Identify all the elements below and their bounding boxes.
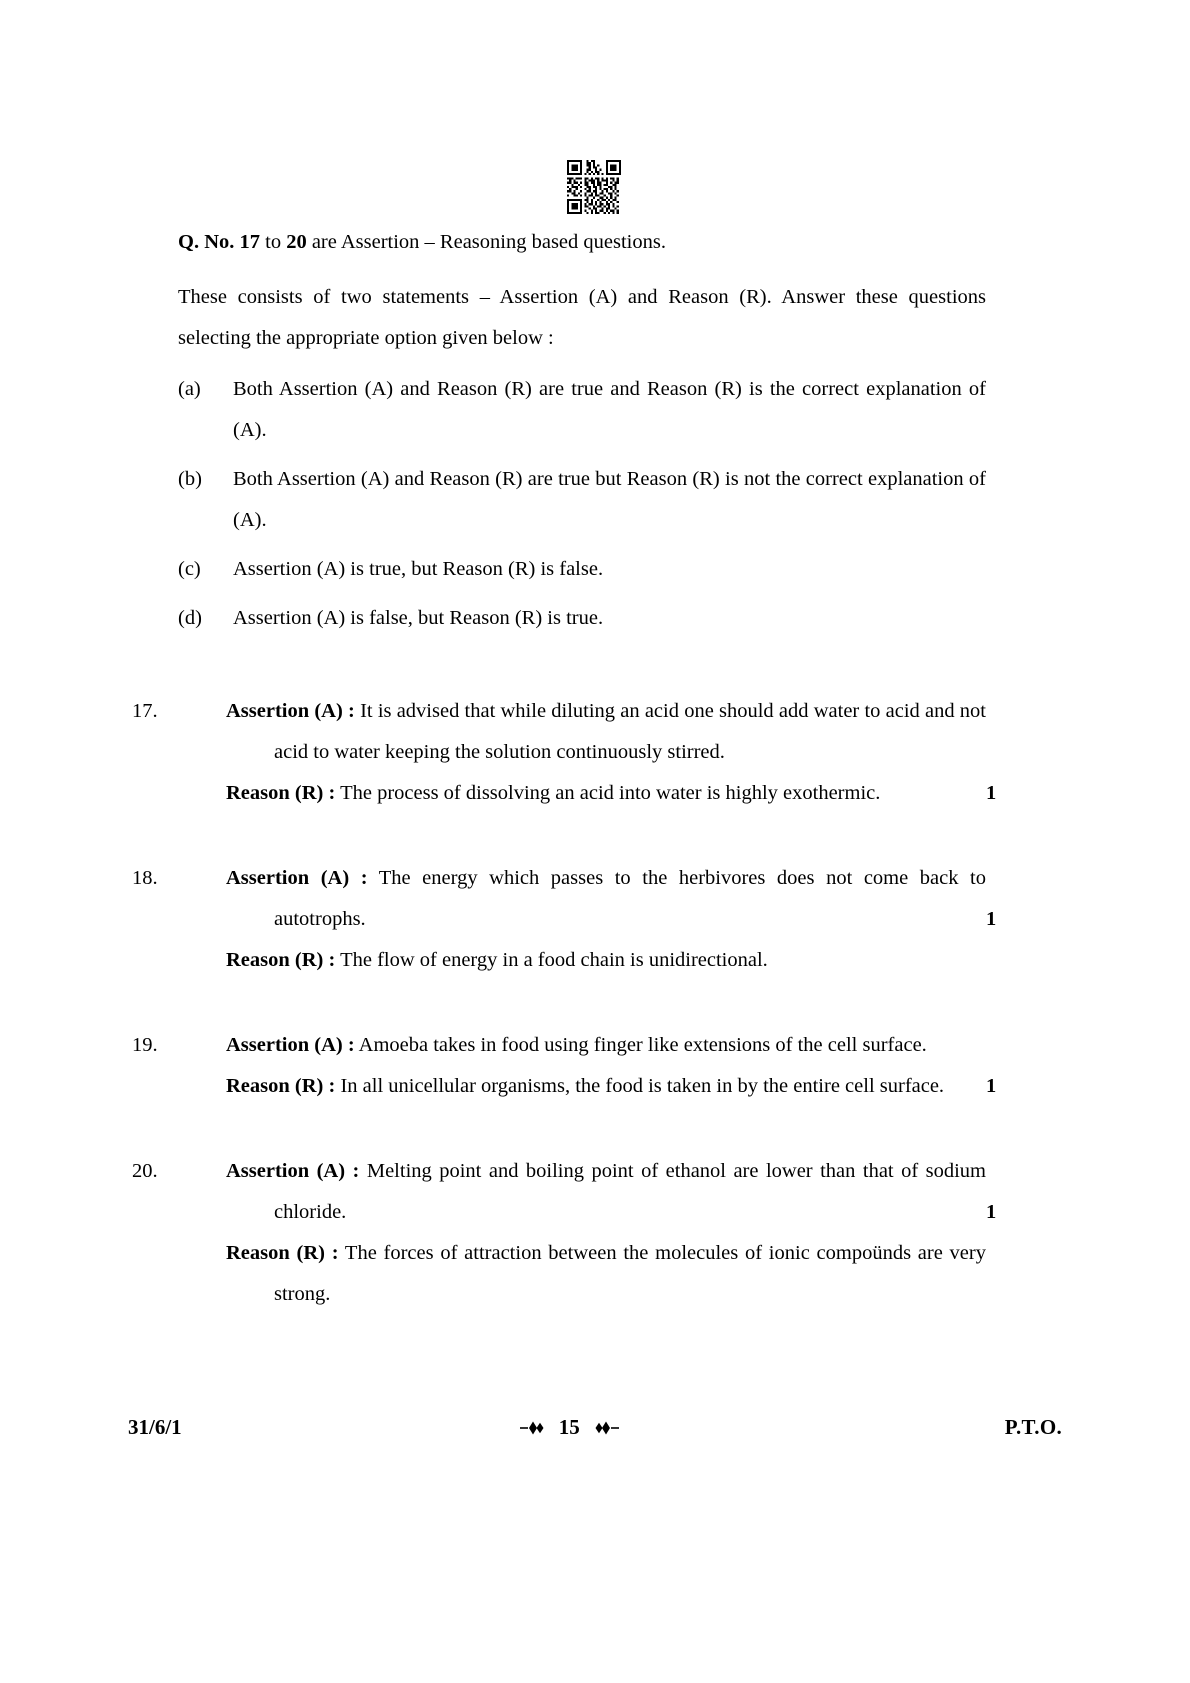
assertion-text-17: It is advised that while diluting an acid one should add water to acid and not acid to water keeping the solution continuously stirred. bbox=[274, 700, 986, 763]
page-number: 15 bbox=[558, 1415, 580, 1439]
spacer bbox=[178, 1107, 986, 1151]
instruction-heading-q-no: Q. No. 17 bbox=[178, 231, 260, 253]
assertion-text-20: Melting point and boiling point of ethanol are lower than that of sodium chloride. bbox=[274, 1160, 986, 1223]
question-number-20: 20. bbox=[132, 1160, 158, 1182]
question-number-17: 17. bbox=[132, 700, 158, 722]
option-text-c: Assertion (A) is true, but Reason (R) is false. bbox=[233, 558, 604, 580]
option-marker-c: (c) bbox=[178, 558, 201, 580]
page-content bbox=[132, 222, 997, 1315]
question-19 bbox=[132, 1025, 997, 1107]
question-17 bbox=[132, 691, 997, 814]
assertion-label-18: Assertion (A) : bbox=[226, 867, 368, 889]
assertion-text-18: The energy which passes to the herbivores does not come back to autotrophs. bbox=[274, 867, 986, 930]
assertion-label-19: Assertion (A) : bbox=[226, 1034, 355, 1056]
option-text-b: Both Assertion (A) and Reason (R) are true but Reason (R) is not the correct explanation of (A). bbox=[233, 468, 986, 531]
option-text-d: Assertion (A) is false, but Reason (R) is true. bbox=[233, 607, 604, 629]
option-marker-a: (a) bbox=[178, 378, 201, 400]
reason-text-17: The process of dissolving an acid into water is highly exothermic. bbox=[335, 782, 881, 804]
assertion-label-17: Assertion (A) : bbox=[226, 700, 355, 722]
turn-over-note: P.T.O. bbox=[1004, 1415, 1062, 1439]
reason-label-19: Reason (R) : bbox=[226, 1075, 336, 1097]
option-item-d bbox=[178, 598, 986, 639]
question-number-19: 19. bbox=[132, 1034, 158, 1056]
spacer bbox=[178, 981, 986, 1025]
reason-text-20: The forces of attraction between the molecules of ionic compoünds are very strong. bbox=[274, 1242, 986, 1305]
option-list bbox=[178, 369, 986, 639]
option-text-a: Both Assertion (A) and Reason (R) are true and Reason (R) is the correct explanation of (A). bbox=[233, 378, 986, 441]
reason-label-17: Reason (R) : bbox=[226, 782, 336, 804]
reason-17 bbox=[178, 773, 986, 814]
spacer bbox=[178, 814, 986, 858]
option-marker-b: (b) bbox=[178, 468, 202, 490]
instruction-heading bbox=[178, 222, 986, 263]
reason-label-18: Reason (R) : bbox=[226, 949, 336, 971]
paper-code: 31/6/1 bbox=[128, 1415, 182, 1439]
instruction-heading-to: to bbox=[260, 231, 287, 253]
question-number-18: 18. bbox=[132, 867, 158, 889]
option-item-b bbox=[178, 459, 986, 541]
option-item-c bbox=[178, 549, 986, 590]
assertion-17: Assertion (A) : It is advised that while diluting an acid one should add water to acid and not acid to water keeping the solution continuously stirred. 1 bbox=[226, 700, 997, 804]
assertion-text-19: Amoeba takes in food using finger like extensions of the cell surface. bbox=[354, 1034, 927, 1056]
assertion-20: Assertion (A) : Melting point and boiling point of ethanol are lower than that of sodium chloride. 1 bbox=[226, 1160, 997, 1223]
question-20 bbox=[132, 1151, 997, 1315]
reason-label-20: Reason (R) : bbox=[226, 1242, 339, 1264]
option-item-a bbox=[178, 369, 986, 451]
instruction-heading-rest: are Assertion – Reasoning based questions. bbox=[306, 231, 666, 253]
option-marker-d: (d) bbox=[178, 607, 202, 629]
assertion-18: Assertion (A) : The energy which passes to the herbivores does not come back to autotrophs. 1 bbox=[226, 867, 997, 930]
page-number-group bbox=[520, 1415, 619, 1440]
question-18 bbox=[132, 858, 997, 981]
instruction-paragraph: These consists of two statements – Assertion (A) and Reason (R). Answer these questions selecting the appropriate option given below : bbox=[178, 286, 986, 349]
reason-text-18: The flow of energy in a food chain is unidirectional. bbox=[335, 949, 768, 971]
assertion-label-20: Assertion (A) : bbox=[226, 1160, 360, 1182]
ornament-right-icon bbox=[591, 1421, 619, 1435]
spacer bbox=[178, 647, 986, 691]
page-footer bbox=[128, 1415, 1062, 1440]
reason-20 bbox=[178, 1233, 986, 1315]
reason-text-19: In all unicellular organisms, the food is taken in by the entire cell surface. bbox=[335, 1075, 945, 1097]
reason-19 bbox=[178, 1066, 986, 1107]
assertion-19: Assertion (A) : Amoeba takes in food using finger like extensions of the cell surface. 1 bbox=[226, 1034, 997, 1097]
instruction-heading-end-no: 20 bbox=[286, 231, 307, 253]
ornament-left-icon bbox=[520, 1421, 548, 1435]
reason-18 bbox=[178, 940, 986, 981]
qr-code-icon bbox=[567, 160, 621, 214]
